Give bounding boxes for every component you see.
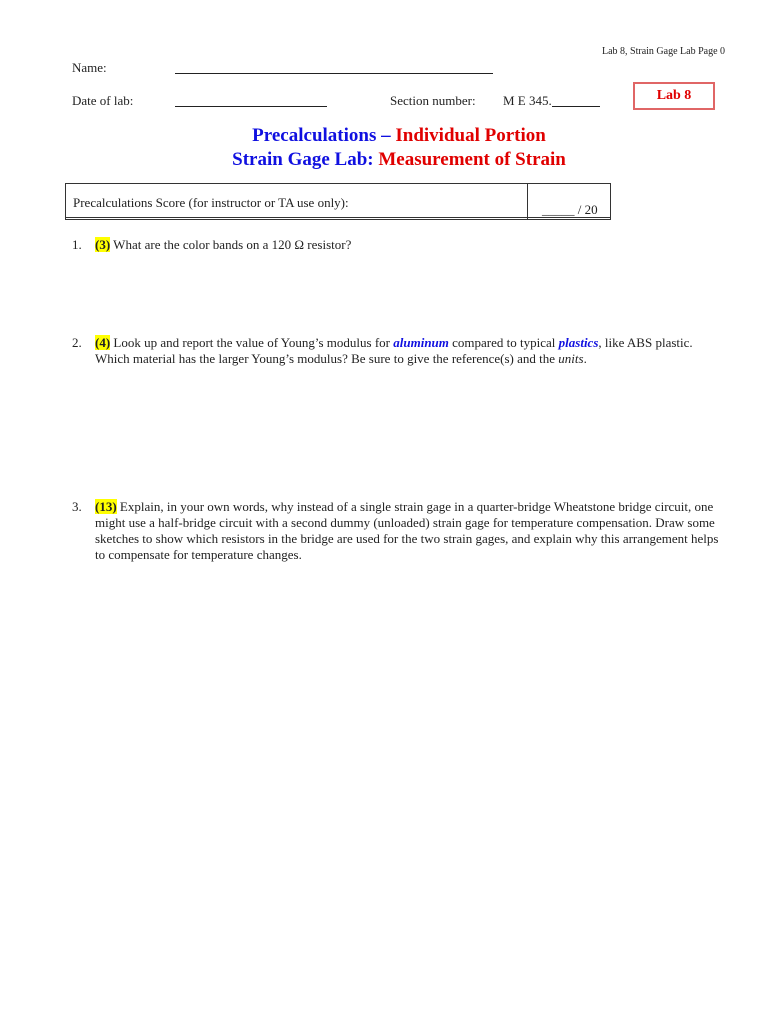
- page-header: Lab 8, Strain Gage Lab Page 0: [602, 46, 726, 57]
- question-2-points: (4): [95, 335, 111, 350]
- score-value[interactable]: _____ / 20: [542, 202, 598, 217]
- section-label: Section number:: [390, 93, 476, 108]
- date-label: Date of lab:: [72, 93, 134, 108]
- score-label: Precalculations Score (for instructor or TA use only):: [73, 195, 349, 210]
- question-2-term-plastics: plastics: [558, 335, 599, 350]
- question-2-body-b: compared to typical: [448, 335, 559, 350]
- name-label: Name:: [72, 60, 107, 75]
- score-box-rule: [66, 217, 610, 218]
- title-individual-portion: Individual Portion: [395, 125, 546, 146]
- question-3-body: Explain, in your own words, why instead of a single strain gage in a quarter-bridge Wheatstone bridge circuit, one might use a half-bridge circuit with a second dummy (unloaded) strain gage for temperature compensation. Draw some sketches to show which resistors in the bridge are used for the two strain gages, and explain why this arrangement helps to compensate for temperature changes.: [95, 499, 719, 562]
- question-3-text: [95, 499, 720, 563]
- question-2-term-units: units: [558, 351, 584, 366]
- name-blank-line[interactable]: [175, 60, 493, 79]
- question-2-body-a: Look up and report the value of Young’s modulus for: [110, 335, 394, 350]
- lab-badge: Lab 8: [633, 82, 715, 110]
- question-1-text: [95, 237, 720, 253]
- question-1-number: 1.: [72, 237, 82, 252]
- title-line-1: [0, 125, 770, 147]
- question-2-body-c: , like ABS plastic. Which material has the larger Young’s modulus? Be sure to give the reference(s) and the: [95, 335, 693, 366]
- question-2-body-d: .: [583, 351, 587, 366]
- section-value: M E 345.: [503, 93, 552, 108]
- date-blank-line[interactable]: [175, 93, 327, 112]
- question-1-points: (3): [95, 237, 111, 252]
- question-1-body: What are the color bands on a 120 Ω resistor?: [110, 237, 352, 252]
- question-2-text: [95, 335, 720, 367]
- title-measurement-of-strain: Measurement of Strain: [378, 149, 566, 170]
- title-strain-gage-lab: Strain Gage Lab:: [232, 149, 379, 170]
- score-box: [65, 183, 611, 220]
- question-2-term-aluminum: aluminum: [393, 335, 449, 350]
- question-3-number: 3.: [72, 499, 82, 514]
- section-field[interactable]: [503, 93, 600, 109]
- question-3-points: (13): [95, 499, 117, 514]
- title-precalculations: Precalculations –: [252, 125, 396, 146]
- title-line-2: [0, 149, 770, 171]
- question-2-number: 2.: [72, 335, 82, 350]
- score-box-divider: [527, 184, 528, 219]
